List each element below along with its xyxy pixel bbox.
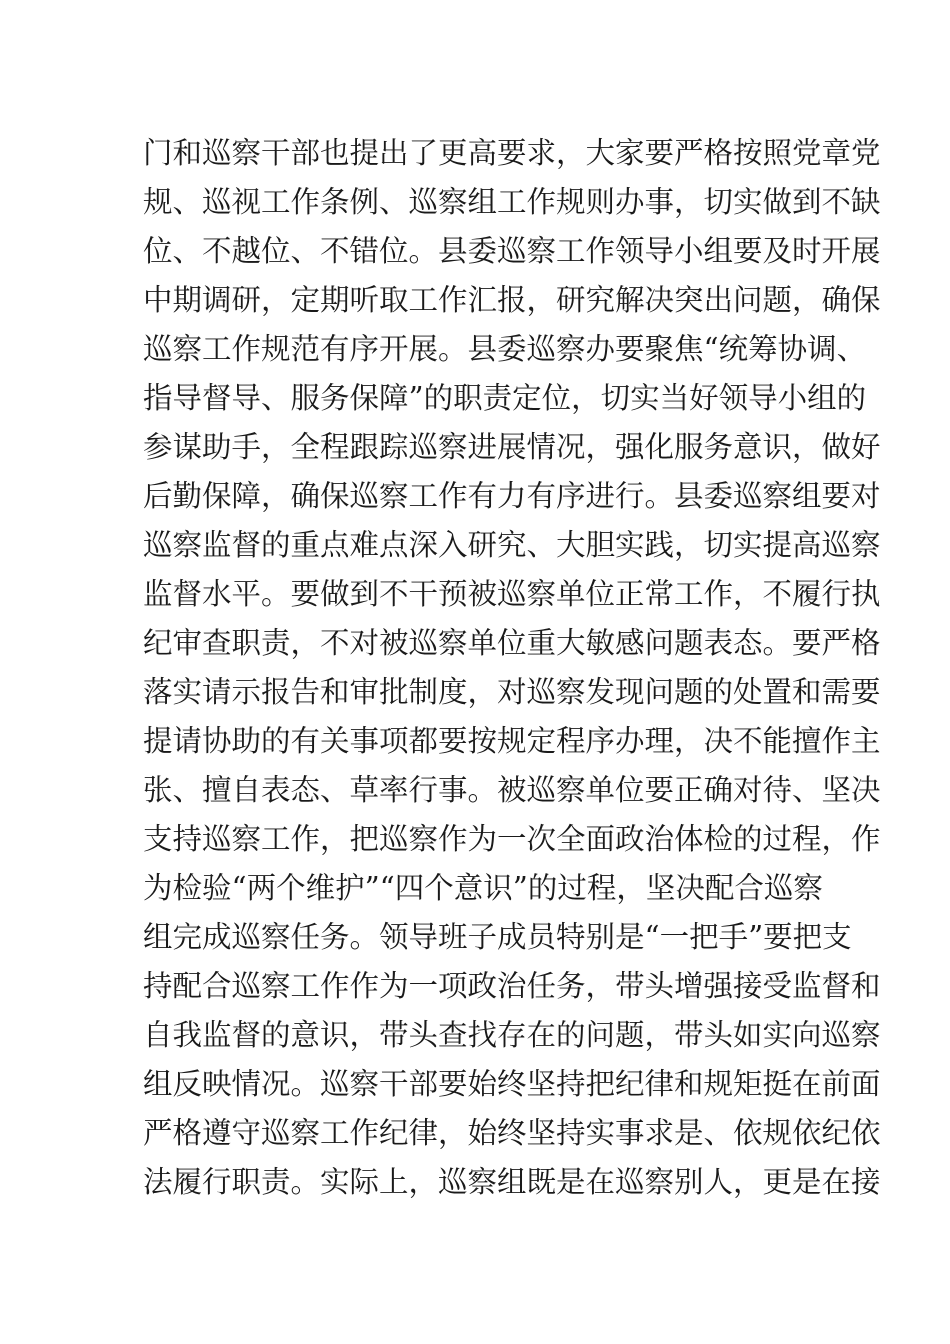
text-line-12: 落实请示报告和审批制度，对巡察发现问题的处置和需要 xyxy=(143,675,881,709)
text-line-3: 位、不越位、不错位。县委巡察工作领导小组要及时开展 xyxy=(143,234,881,268)
text-line-17: 组完成巡察任务。领导班子成员特别是“一把手”要把支 xyxy=(143,920,852,954)
text-line-5: 巡察工作规范有序开展。县委巡察办要聚焦“统筹协调、 xyxy=(143,332,867,366)
text-line-15: 支持巡察工作，把巡察作为一次全面政治体检的过程，作 xyxy=(143,822,881,856)
text-line-1: 门和巡察干部也提出了更高要求，大家要严格按照党章党 xyxy=(143,136,881,170)
text-line-2: 规、巡视工作条例、巡察组工作规则办事，切实做到不缺 xyxy=(143,185,881,219)
text-line-22: 法履行职责。实际上，巡察组既是在巡察别人，更是在接 xyxy=(143,1165,881,1199)
text-line-8: 后勤保障，确保巡察工作有力有序进行。县委巡察组要对 xyxy=(143,479,881,513)
text-line-20: 组反映情况。巡察干部要始终坚持把纪律和规矩挺在前面 xyxy=(143,1067,881,1101)
text-line-21: 严格遵守巡察工作纪律，始终坚持实事求是、依规依纪依 xyxy=(143,1116,881,1150)
text-line-7: 参谋助手，全程跟踪巡察进展情况，强化服务意识，做好 xyxy=(143,430,881,464)
text-line-18: 持配合巡察工作作为一项政治任务，带头增强接受监督和 xyxy=(143,969,881,1003)
text-line-13: 提请协助的有关事项都要按规定程序办理，决不能擅作主 xyxy=(143,724,881,758)
text-line-6: 指导督导、服务保障”的职责定位，切实当好领导小组的 xyxy=(143,381,867,415)
text-line-19: 自我监督的意识，带头查找存在的问题，带头如实向巡察 xyxy=(143,1018,881,1052)
text-line-9: 巡察监督的重点难点深入研究、大胆实践，切实提高巡察 xyxy=(143,528,881,562)
text-line-16: 为检验“两个维护”“四个意识”的过程，坚决配合巡察 xyxy=(143,871,823,905)
text-line-11: 纪审查职责，不对被巡察单位重大敏感问题表态。要严格 xyxy=(143,626,881,660)
text-line-14: 张、擅自表态、草率行事。被巡察单位要正确对待、坚决 xyxy=(143,773,881,807)
text-line-10: 监督水平。要做到不干预被巡察单位正常工作，不履行执 xyxy=(143,577,881,611)
body-paragraph xyxy=(143,129,881,1207)
text-line-4: 中期调研，定期听取工作汇报，研究解决突出问题，确保 xyxy=(143,283,881,317)
